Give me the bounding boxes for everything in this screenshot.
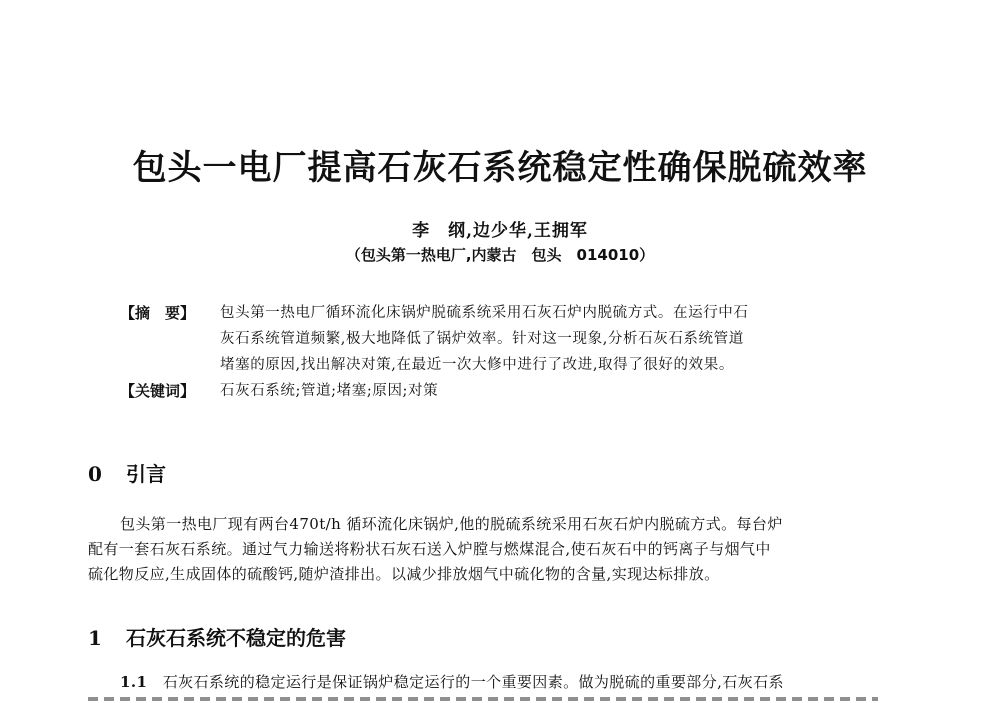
section-0-paragraph xyxy=(88,512,918,587)
section-number: 1 xyxy=(88,626,102,650)
section-number: 0 xyxy=(88,462,102,486)
paragraph-line: 包头第一热电厂现有两台470t/h 循环流化床锅炉,他的脱硫系统采用石灰石炉内脱硫方式。每台炉 xyxy=(120,515,783,533)
abstract-block xyxy=(120,300,880,404)
keywords-line: 石灰石系统;管道;堵塞;原因;对策 xyxy=(220,383,439,399)
abstract-line: 堵塞的原因,找出解决对策,在最近一次大修中进行了改进,取得了很好的效果。 xyxy=(220,357,734,373)
abstract-line: 包头第一热电厂循环流化床锅炉脱硫系统采用石灰石炉内脱硫方式。在运行中石 xyxy=(220,305,749,321)
cut-off-text-line xyxy=(88,690,878,703)
section-title: 石灰石系统不稳定的危害 xyxy=(126,626,346,650)
paragraph-line: 配有一套石灰石系统。通过气力输送将粉状石灰石送入炉膛与燃煤混合,使石灰石中的钙离子与烟气中 xyxy=(88,540,771,558)
keywords-label: 【关键词】 xyxy=(120,382,196,400)
section-0-heading xyxy=(88,458,166,487)
abstract-label: 【摘 要】 xyxy=(120,304,196,322)
abstract-text xyxy=(220,300,870,378)
keywords-text xyxy=(220,378,870,404)
abstract-row xyxy=(120,300,880,378)
subsection-text: 石灰石系统的稳定运行是保证锅炉稳定运行的一个重要因素。做为脱硫的重要部分,石灰石系 xyxy=(162,673,784,691)
section-1-heading xyxy=(88,622,346,651)
keywords-row xyxy=(120,378,880,404)
subsection-number: 1.1 xyxy=(120,673,148,691)
abstract-line: 灰石系统管道频繁,极大地降低了锅炉效率。针对这一现象,分析石灰石系统管道 xyxy=(220,331,744,347)
paragraph-line: 硫化物反应,生成固体的硫酸钙,随炉渣排出。以减少排放烟气中硫化物的含量,实现达标排放。 xyxy=(88,565,720,583)
author-list: 李 纲,边少华,王拥军 xyxy=(412,221,588,241)
section-title: 引言 xyxy=(126,462,166,486)
paper-title: 包头一电厂提高石灰石系统稳定性确保脱硫效率 xyxy=(132,148,868,188)
affiliation: （包头第一热电厂,内蒙古 包头 014010） xyxy=(345,246,655,264)
